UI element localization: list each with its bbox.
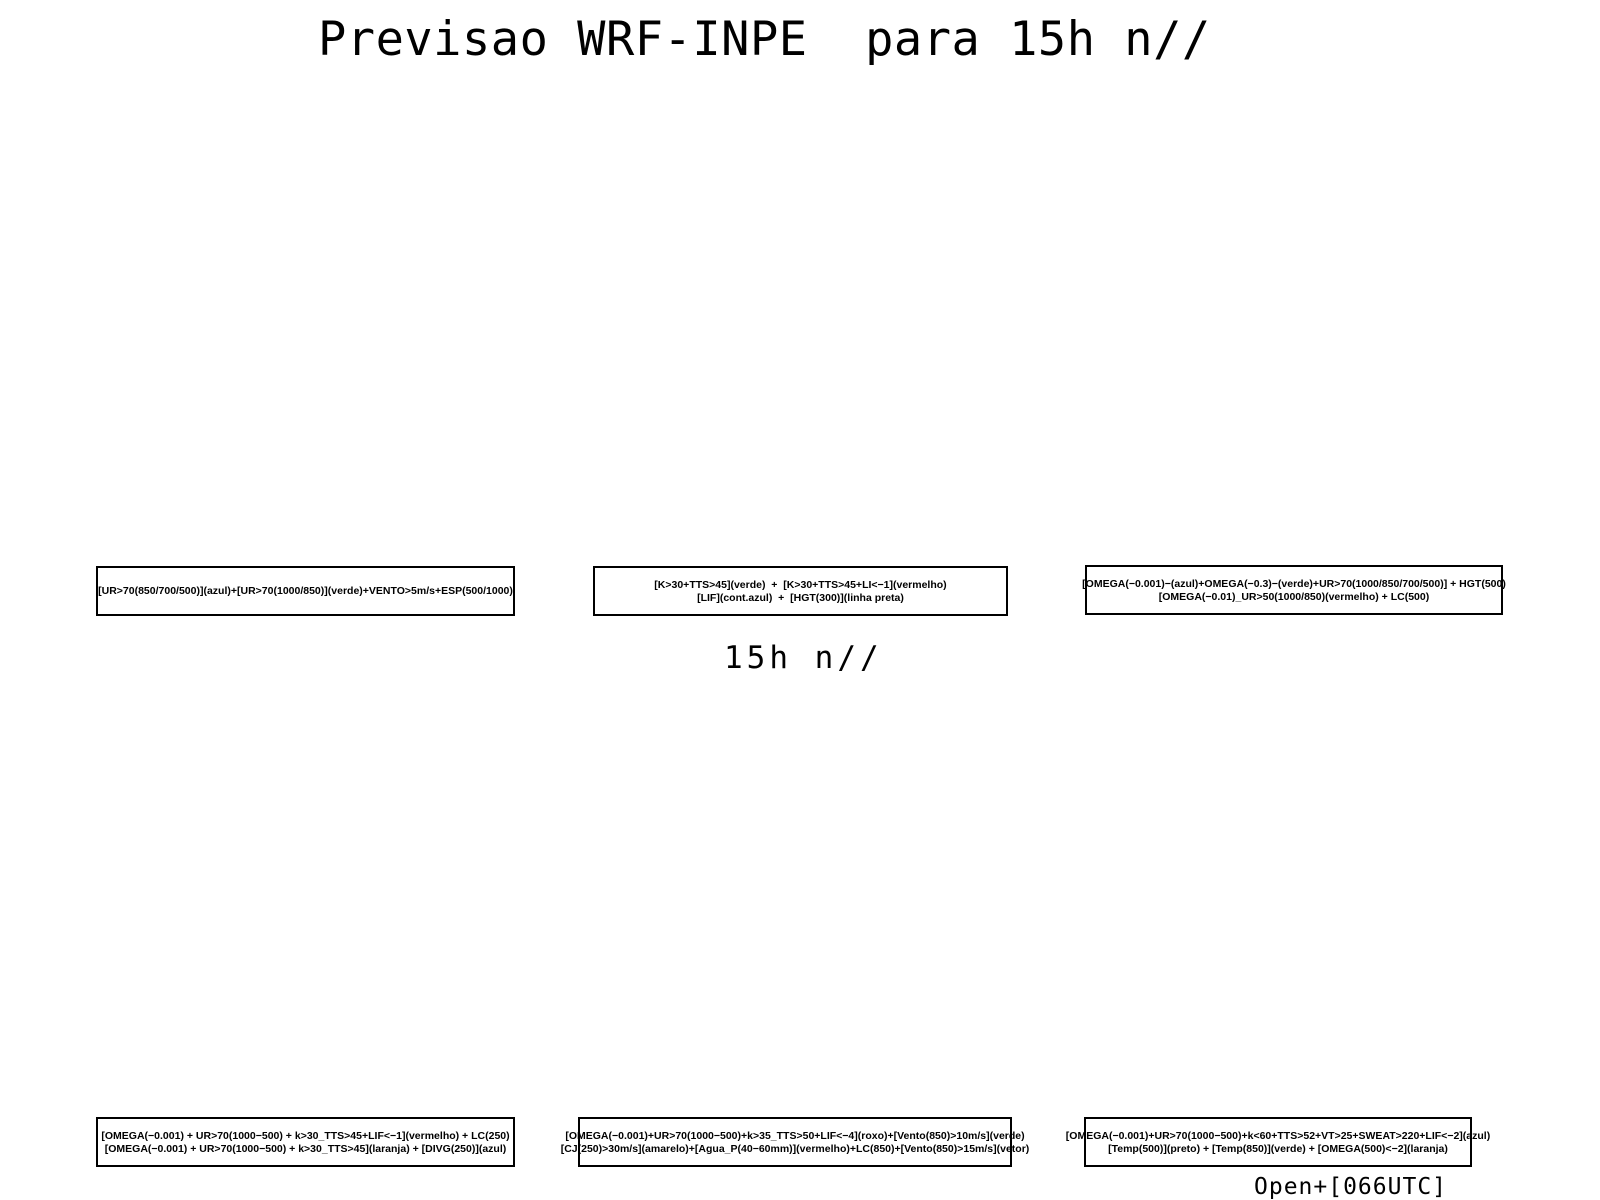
footer-open-label: Open+[066UTC] [1254,1174,1448,1200]
legend-line: [Temp(500)](preto) + [Temp(850)](verde) + [OMEGA(500)<−2](laranja) [1108,1142,1448,1155]
page-title: Previsao WRF-INPE para 15h n// [318,12,1211,67]
legend-line: [OMEGA(−0.001)+UR>70(1000−500)+k<60+TTS>52+VT>25+SWEAT>220+LIF<−2](azul) [1065,1129,1491,1142]
legend-line: [LIF](cont.azul) + [HGT(300)](linha preta) [697,591,904,604]
legend-box-bottom-left [96,1117,515,1167]
legend-box-bottom-middle [560,1117,1030,1167]
legend-box-bottom-right [1065,1117,1491,1167]
legend-line: [OMEGA(−0.001) + UR>70(1000−500) + k>30_TTS>45](laranja) + [DIVG(250)](azul) [104,1142,507,1155]
legend-line: [UR>70(850/700/500)](azul)+[UR>70(1000/850)](verde)+VENTO>5m/s+ESP(500/1000) [98,585,513,597]
center-time-label: 15h n// [724,640,883,676]
legend-line: [CJ(250)>30m/s](amarelo)+[Agua_P(40−60mm)](vermelho)+LC(850)+[Vento(850)>15m/s](vetor) [560,1142,1030,1155]
legend-line: [OMEGA(−0.001) + UR>70(1000−500) + k>30_TTS>45+LIF<−1](vermelho) + LC(250) [101,1129,510,1142]
legend-box-top-left [96,566,515,616]
legend-box-top-middle [593,566,1008,616]
legend-line: [OMEGA(−0.001)+UR>70(1000−500)+k>35_TTS>50+LIF<−4](roxo)+[Vento(850)>10m/s](verde) [565,1129,1025,1142]
legend-line: [K>30+TTS>45](verde) + [K>30+TTS>45+LI<−1](vermelho) [654,578,947,591]
legend-line: [OMEGA(−0.01)_UR>50(1000/850)(vermelho) + LC(500) [1158,590,1430,603]
legend-line: [OMEGA(−0.001)−(azul)+OMEGA(−0.3)−(verde)+UR>70(1000/850/700/500)] + HGT(500) [1082,577,1506,590]
legend-box-top-right [1082,565,1506,615]
